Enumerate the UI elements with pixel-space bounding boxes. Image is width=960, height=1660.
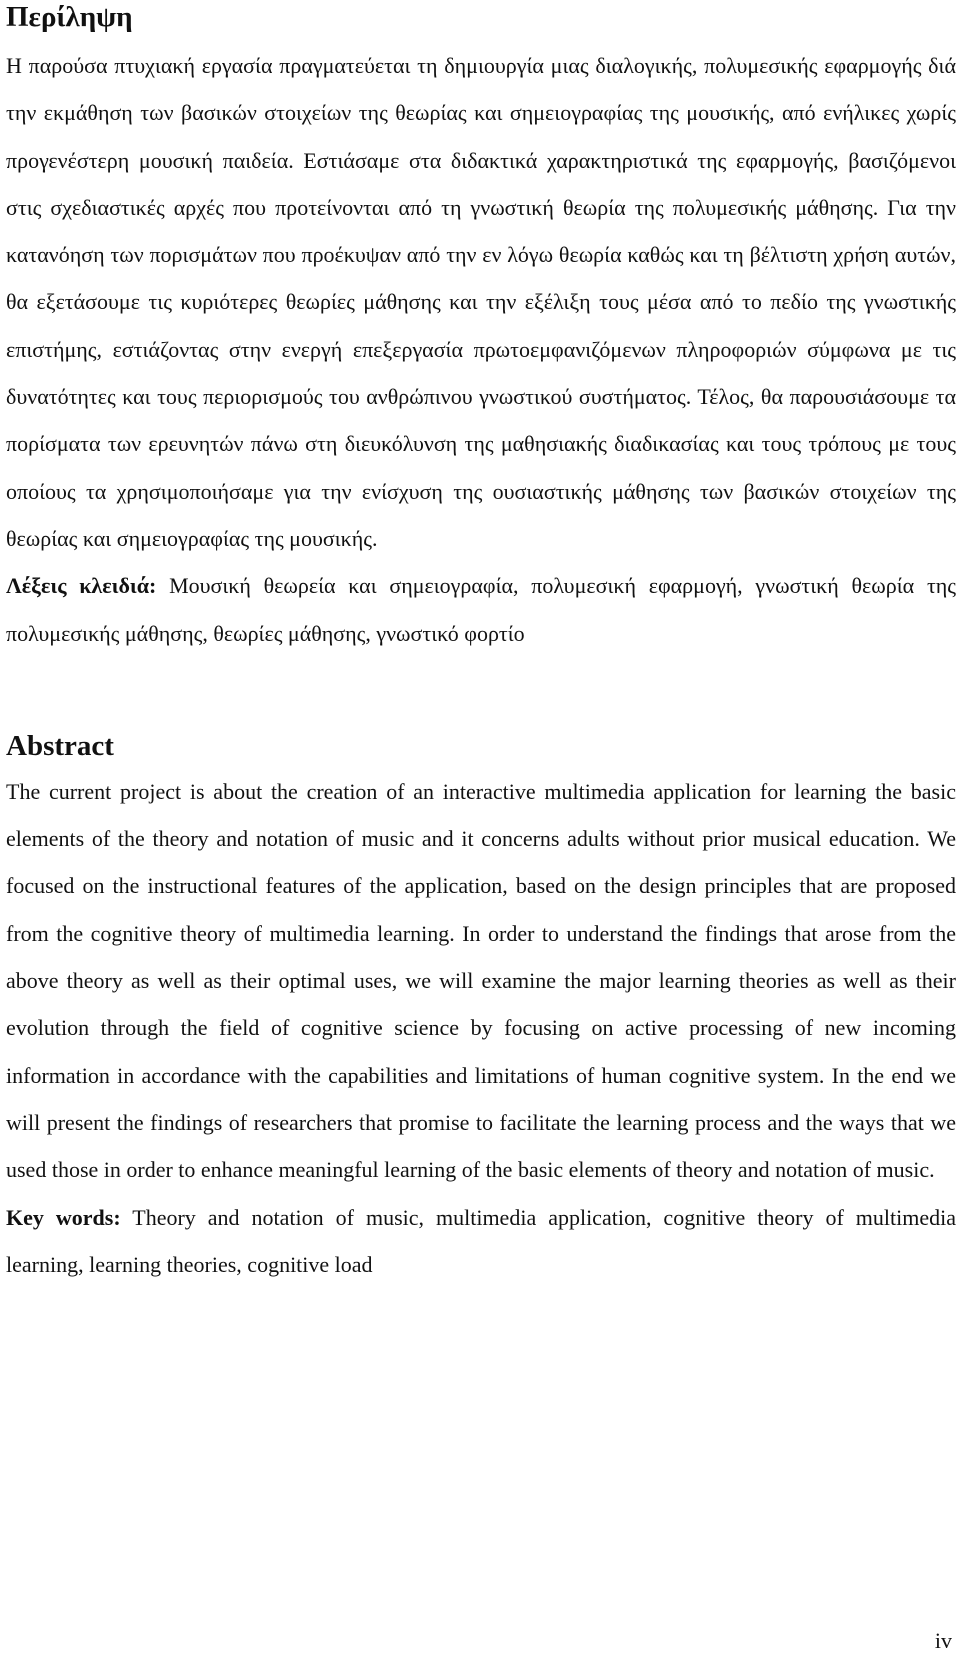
- english-abstract-paragraph: [6, 768, 956, 1194]
- english-keywords-text: Theory and notation of music, multimedia application, cognitive theory of multimedia learning, learning theories, cognitive load: [6, 1204, 957, 1277]
- english-abstract-text: The current project is about the creation of an interactive multimedia application for learning the basic elements of the theory and notation of music and it concerns adults without prior musical education. We focused on the instructional features of the application, based on the design principles that are proposed from the cognitive theory of multimedia learning. In order to understand the findings that arose from the above theory as well as their optimal uses, we will examine the major learning theories as well as their evolution through the field of cognitive science by focusing on active processing of new incoming information in accordance with the capabilities and limitations of human cognitive system. In the end we will present the findings of researchers that promise to facilitate the learning process and the ways that we used those in order to enhance meaningful learning of the basic elements of theory and notation of music.: [6, 778, 956, 1183]
- english-keywords-line: [6, 1194, 956, 1289]
- greek-abstract-text: Η παρούσα πτυχιακή εργασία πραγματεύεται τη δημιουργία μιας διαλογικής, πολυμεσικής εφαρμογής διά την εκμάθηση των βασικών στοιχείων της θεωρίας και σημειογραφίας της μουσικής, από ενήλικες χωρίς προγενέστερη μουσική παιδεία. Εστιάσαμε στα διδακτικά χαρακτηριστικά της εφαρμογής, βασιζόμενοι στις σχεδιαστικές αρχές που προτείνονται από τη γνωστική θεωρία της πολυμεσικής μάθησης. Για την κατανόηση των πορισμάτων που προέκυψαν από την εν λόγω θεωρία καθώς και τη βέλτιστη χρήση αυτών, θα εξετάσουμε τις κυριότερες θεωρίες μάθησης και την εξέλιξη τους μέσα από το πεδίο της γνωστικής επιστήμης, εστιάζοντας στην ενεργή επεξεργασία πρωτοεμφανιζόμενων πληροφοριών σύμφωνα με τις δυνατότητες και τους περιορισμούς του ανθρώπινου γνωστικού συστήματος. Τέλος, θα παρουσιάσουμε τα πορίσματα των ερευνητών πάνω στη διευκόλυνση της μαθησιακής διαδικασίας και τους τρόπους με τους οποίους τα χρησιμοποιήσαμε για την ενίσχυση της ουσιαστικής μάθησης των βασικών στοιχείων της θεωρίας και σημειογραφίας της μουσικής.: [6, 53, 956, 551]
- greek-keywords-text: Μουσική θεωρεία και σημειογραφία, πολυμεσική εφαρμογή, γνωστική θεωρία της πολυμεσικής μάθησης, θεωρίες μάθησης, γνωστικό φορτίο: [6, 573, 956, 646]
- english-abstract-section: [6, 729, 956, 1288]
- greek-abstract-section: [6, 0, 956, 657]
- greek-abstract-heading: Περίληψη: [6, 1, 133, 33]
- greek-keywords-label: Λέξεις κλειδιά:: [6, 573, 157, 599]
- greek-abstract-paragraph: [6, 42, 956, 562]
- greek-keywords-line: [6, 562, 956, 657]
- english-abstract-heading: Abstract: [6, 729, 114, 762]
- document-page: [6, 0, 956, 1288]
- page-number: iv: [934, 1628, 952, 1653]
- english-keywords-label: Key words:: [6, 1204, 121, 1230]
